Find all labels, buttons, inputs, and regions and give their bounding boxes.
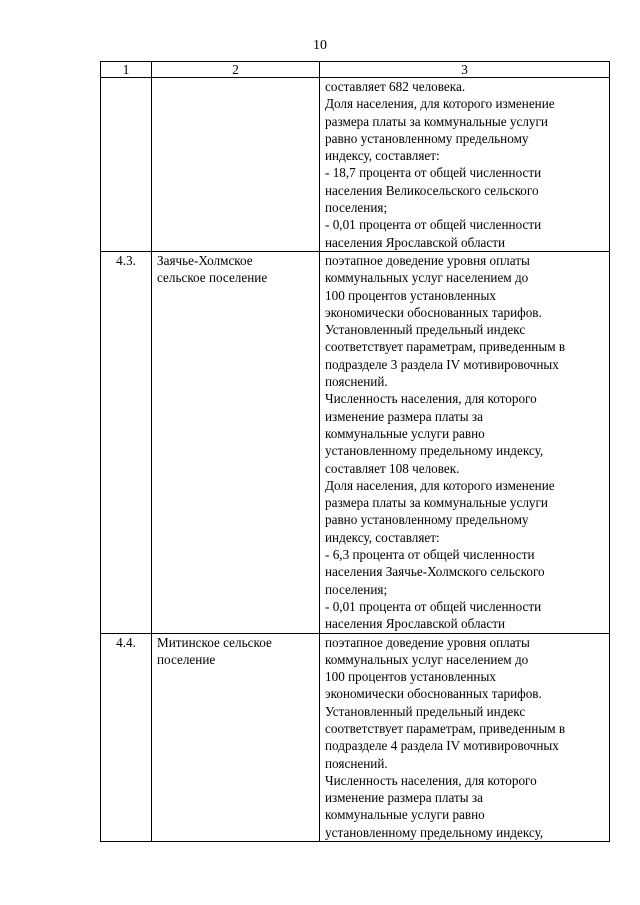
description-line: подразделе 3 раздела IV мотивировочных <box>325 356 559 372</box>
description-line: индексу, составляет: <box>325 529 440 545</box>
description-line: экономически обоснованных тарифов. <box>325 304 542 320</box>
description-line: - 0,01 процента от общей численности <box>325 598 542 614</box>
description-line: Установленный предельный индекс <box>325 703 526 719</box>
description-line: индексу, составляет: <box>325 148 440 164</box>
settlement-name-line: сельское поселение <box>157 270 268 286</box>
description-line: составляет 108 человек. <box>325 460 460 476</box>
description-line: населения Великосельского сельского <box>325 182 539 198</box>
settlement-name-cell <box>152 251 320 633</box>
description-line: - 0,01 процента от общей численности <box>325 217 542 233</box>
description-line: коммунальных услуг населением до <box>325 651 529 667</box>
description-line: населения Заячье-Холмского сельского <box>325 564 545 580</box>
header-cell-1: 1 <box>101 62 152 78</box>
description-line: Установленный предельный индекс <box>325 322 526 338</box>
settlement-name-line: поселение <box>157 651 216 667</box>
description-line: подразделе 4 раздела IV мотивировочных <box>325 738 559 754</box>
description-line: населения Ярославской области <box>325 234 506 250</box>
document-table <box>100 61 610 842</box>
row-number-cell: 4.4. <box>101 633 152 842</box>
description-line: коммунальные услуги равно <box>325 425 485 441</box>
settlement-name-line: Митинское сельское <box>157 634 272 650</box>
description-line: Доля населения, для которого изменение <box>325 477 555 493</box>
description-line: размера платы за коммунальные услуги <box>325 113 548 129</box>
description-line: поселения; <box>325 200 388 216</box>
description-line: изменение размера платы за <box>325 790 483 806</box>
page-number: 10 <box>313 38 327 53</box>
description-line: - 6,3 процента от общей численности <box>325 547 535 563</box>
table-row <box>101 633 610 842</box>
row-number-cell: 4.3. <box>101 251 152 633</box>
description-line: населения Ярославской области <box>325 616 506 632</box>
description-line: составляет 682 человека. <box>325 79 466 94</box>
description-line: соответствует параметрам, приведенным в <box>325 339 566 355</box>
settlement-name-cell <box>152 633 320 842</box>
description-cell <box>320 633 610 842</box>
description-line: Численность населения, для которого <box>325 391 537 407</box>
description-line: пояснений. <box>325 755 388 771</box>
settlement-name-line: Заячье-Холмское <box>157 252 253 268</box>
settlement-name-cell <box>152 78 320 252</box>
description-line: поэтапное доведение уровня оплаты <box>325 634 530 650</box>
description-line: изменение размера платы за <box>325 408 483 424</box>
description-line: экономически обоснованных тарифов. <box>325 686 542 702</box>
description-line: установленному предельному индексу, <box>325 824 544 840</box>
description-line: Доля населения, для которого изменение <box>325 96 555 112</box>
description-line: - 18,7 процента от общей численности <box>325 165 542 181</box>
row-number-cell <box>101 78 152 252</box>
description-line: поэтапное доведение уровня оплаты <box>325 252 530 268</box>
description-cell <box>320 78 610 252</box>
description-line: равно установленному предельному <box>325 130 529 146</box>
description-line: 100 процентов установленных <box>325 287 496 303</box>
description-cell <box>320 251 610 633</box>
table-row <box>101 251 610 633</box>
description-line: поселения; <box>325 581 388 597</box>
description-line: равно установленному предельному <box>325 512 529 528</box>
table-row <box>101 78 610 252</box>
description-line: установленному предельному индексу, <box>325 443 544 459</box>
description-line: соответствует параметрам, приведенным в <box>325 720 566 736</box>
description-line: коммунальные услуги равно <box>325 807 485 823</box>
description-line: 100 процентов установленных <box>325 669 496 685</box>
description-line: размера платы за коммунальные услуги <box>325 495 548 511</box>
header-cell-3: 3 <box>320 62 610 78</box>
description-line: Численность населения, для которого <box>325 772 537 788</box>
description-line: коммунальных услуг населением до <box>325 270 529 286</box>
table-body <box>101 78 610 842</box>
description-line: пояснений. <box>325 374 388 390</box>
header-cell-2: 2 <box>152 62 320 78</box>
table-header-row <box>101 62 610 78</box>
